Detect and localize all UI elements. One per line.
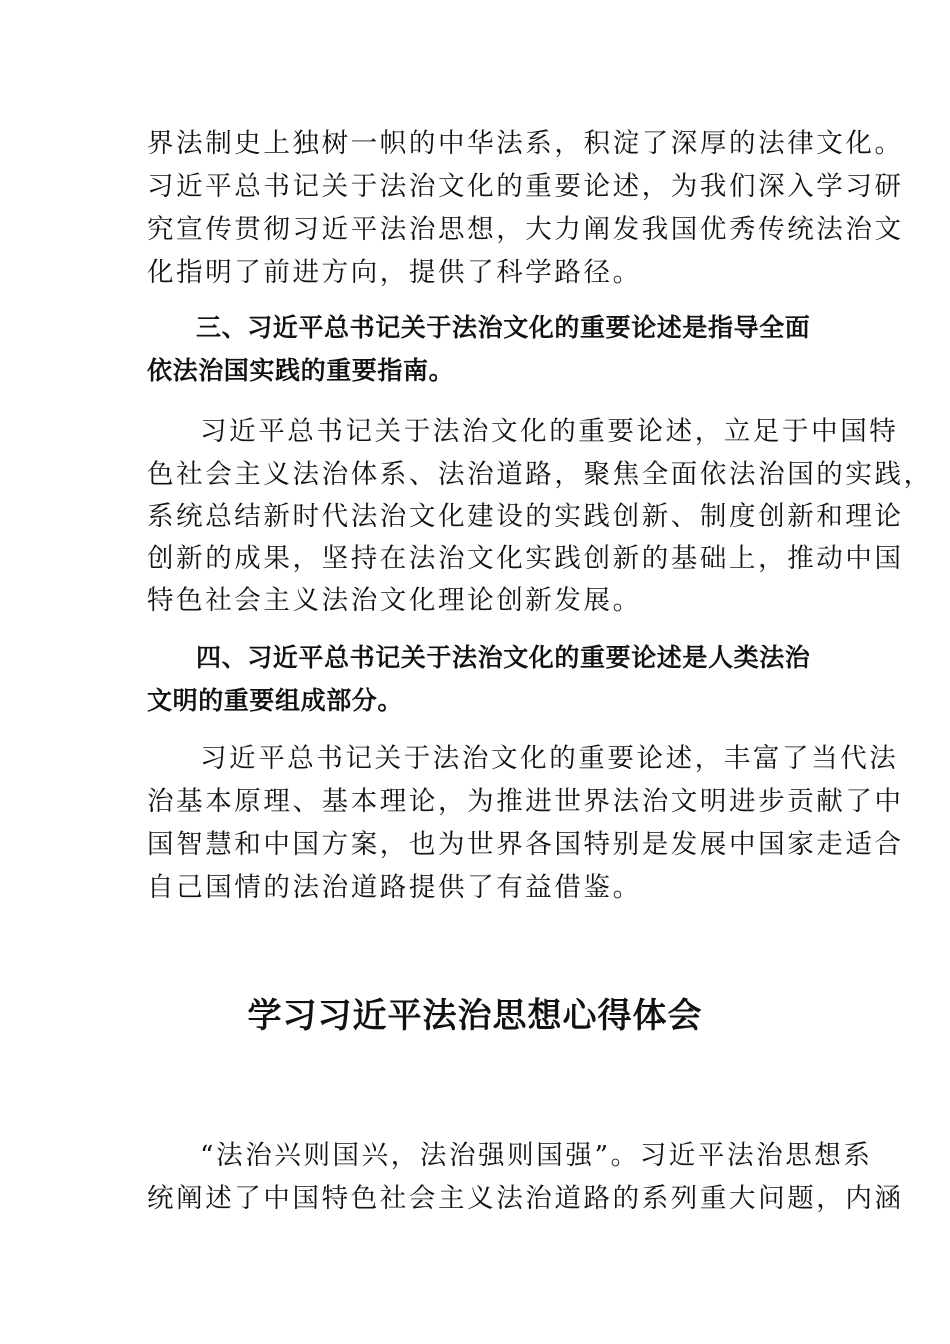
article-title: 学习习近平法治思想心得体会	[247, 996, 703, 1036]
paragraph-line: 特色社会主义法治文化理论创新发展。	[147, 585, 642, 616]
section-heading: 三、习近平总书记关于法治文化的重要论述是指导全面	[196, 313, 811, 342]
paragraph-line: 界法制史上独树一帜的中华法系，积淀了深厚的法律文化。	[147, 128, 904, 159]
paragraph-line: 色社会主义法治体系、法治道路，聚焦全面依法治国的实践，	[147, 459, 933, 490]
paragraph-line: 系统总结新时代法治文化建设的实践创新、制度创新和理论	[147, 501, 904, 532]
paragraph-line: 统阐述了中国特色社会主义法治道路的系列重大问题，内涵	[147, 1183, 904, 1214]
paragraph-line: 习近平总书记关于法治文化的重要论述，丰富了当代法	[200, 743, 899, 774]
paragraph-line: 究宣传贯彻习近平法治思想，大力阐发我国优秀传统法治文	[147, 214, 904, 245]
paragraph-line: 化指明了前进方向，提供了科学路径。	[147, 257, 642, 288]
section-heading: 文明的重要组成部分。	[147, 686, 404, 715]
section-heading: 四、习近平总书记关于法治文化的重要论述是人类法治	[196, 643, 811, 672]
section-heading: 依法治国实践的重要指南。	[147, 356, 455, 385]
paragraph-line: 国智慧和中国方案，也为世界各国特别是发展中国家走适合	[147, 829, 904, 860]
paragraph-line: 习近平总书记关于法治文化的重要论述，为我们深入学习研	[147, 171, 904, 202]
paragraph-line: “法治兴则国兴，法治强则国强”。习近平法治思想系	[200, 1140, 873, 1171]
paragraph-line: 治基本原理、基本理论，为推进世界法治文明进步贡献了中	[147, 786, 904, 817]
paragraph-line: 自己国情的法治道路提供了有益借鉴。	[147, 872, 642, 903]
paragraph-line: 创新的成果，坚持在法治文化实践创新的基础上，推动中国	[147, 543, 904, 574]
paragraph-line: 习近平总书记关于法治文化的重要论述，立足于中国特	[200, 416, 899, 447]
